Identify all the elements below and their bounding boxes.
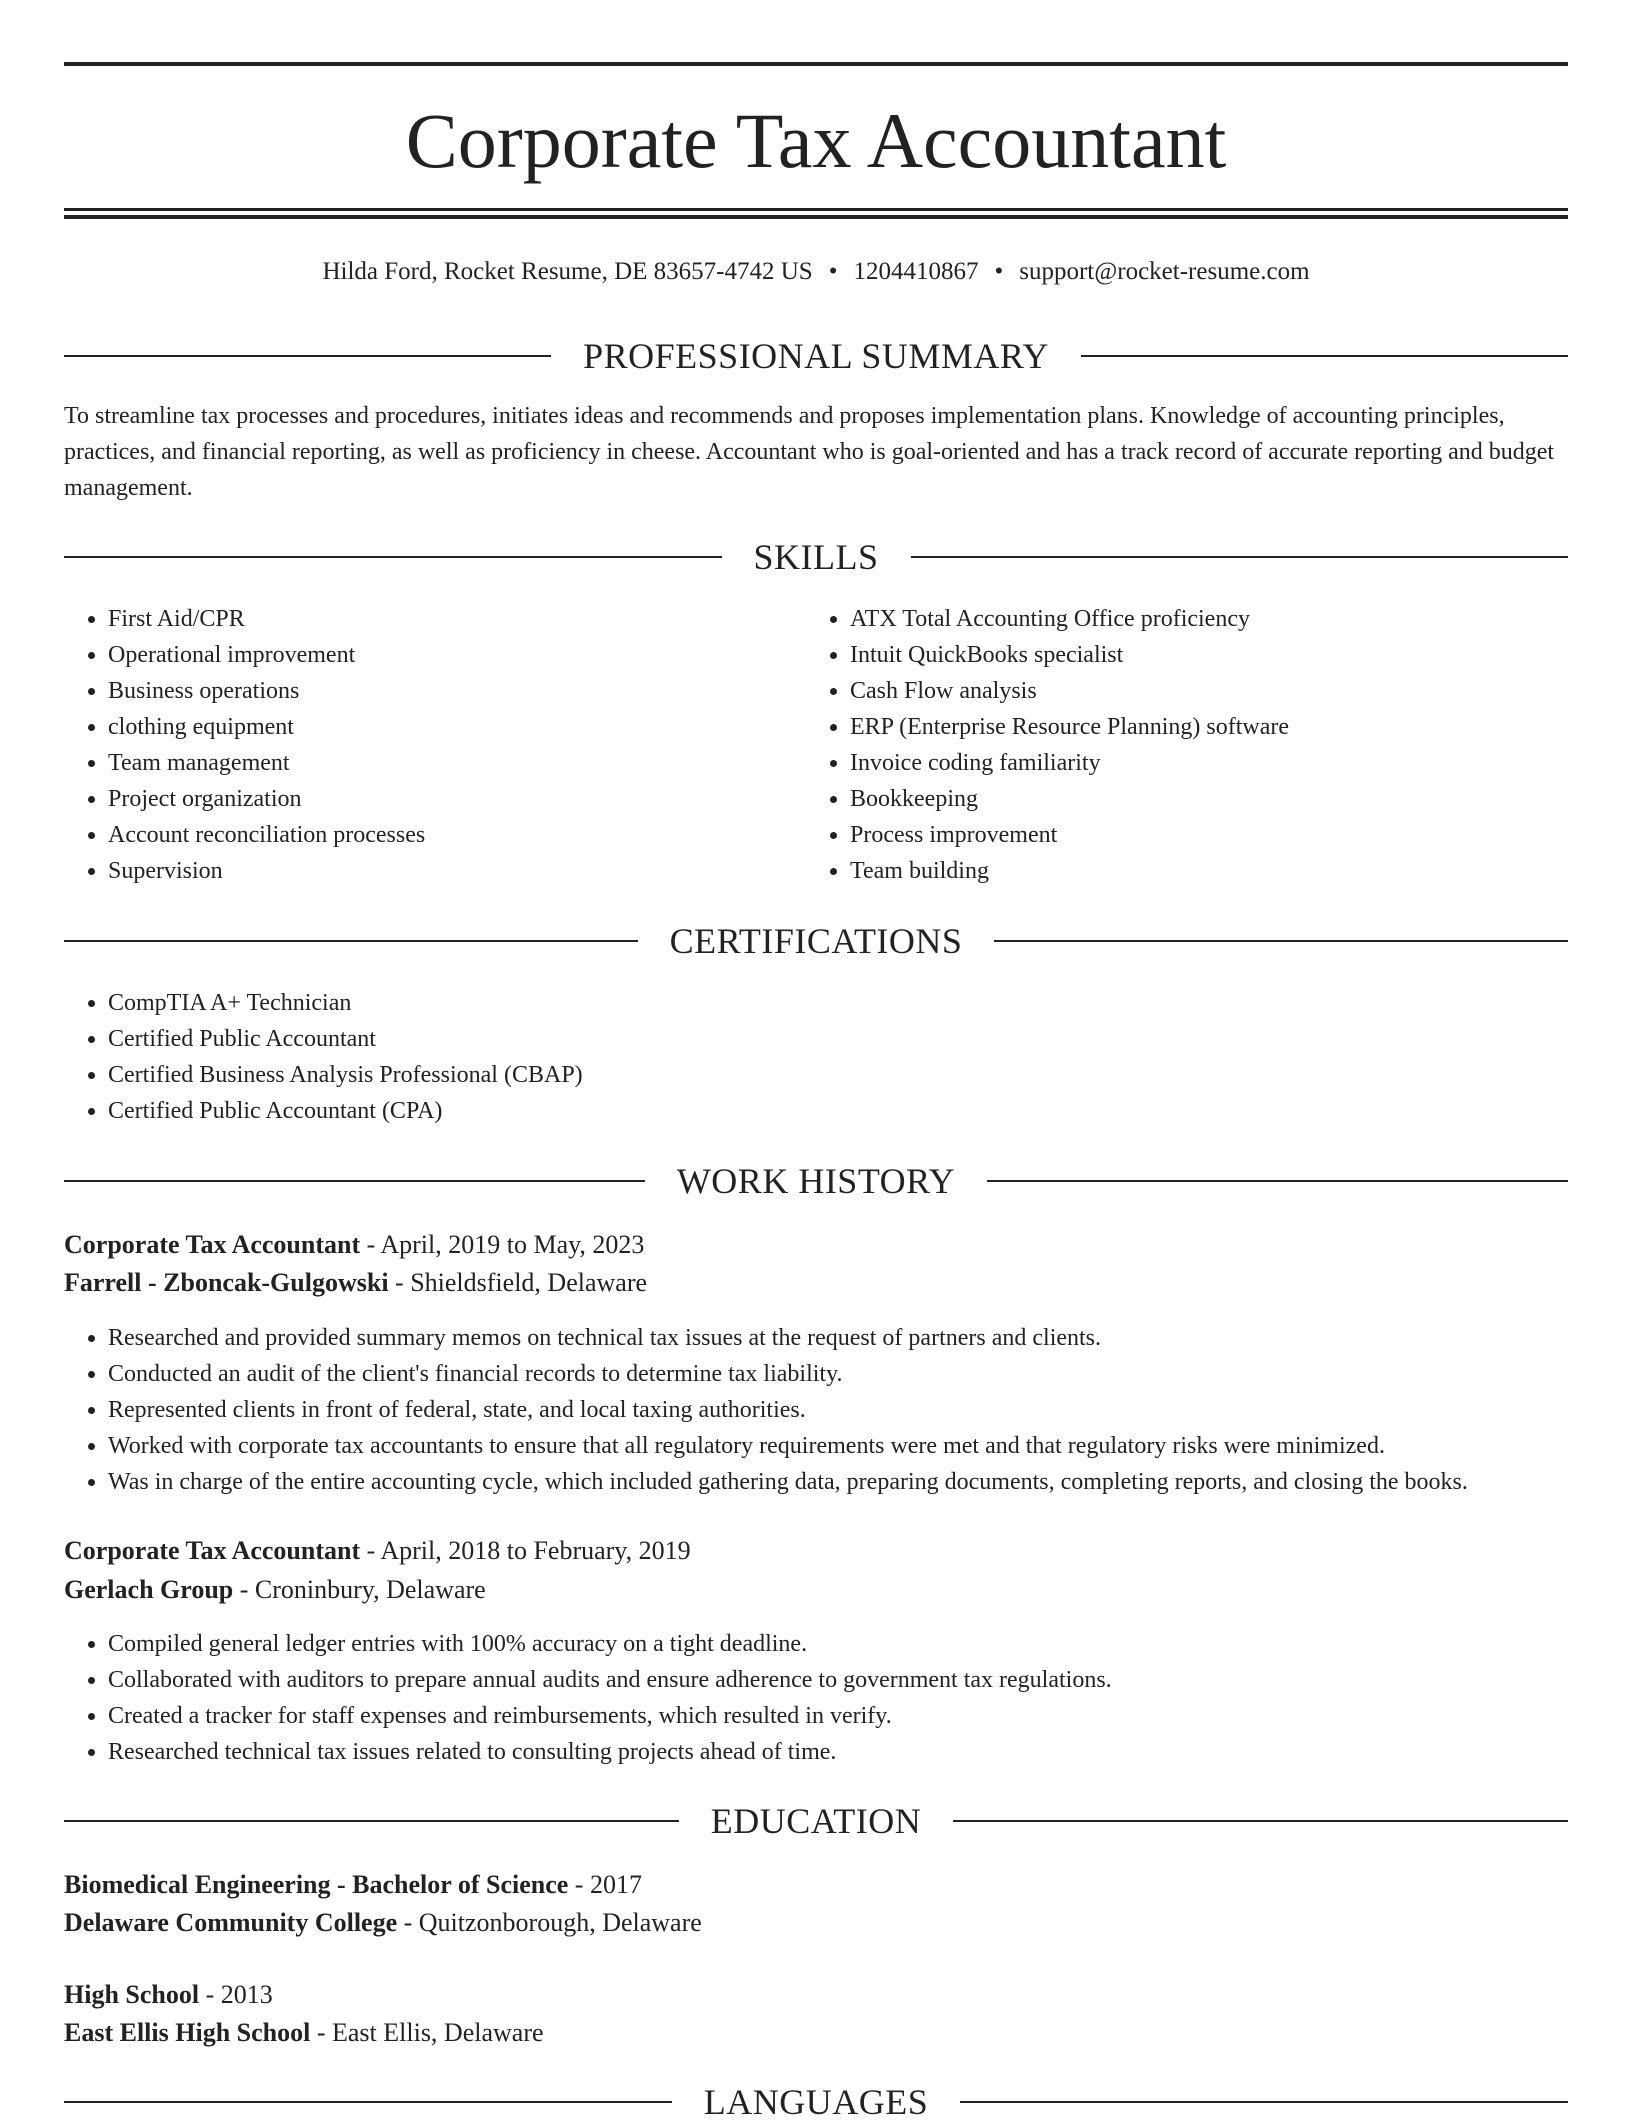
education-school: East Ellis High School	[64, 2018, 311, 2047]
skill-item: • Team building	[850, 853, 1566, 889]
skill-item: • Intuit QuickBooks specialist	[850, 637, 1566, 673]
title-double-rule	[64, 208, 1568, 219]
job-title-line	[64, 1226, 1568, 1264]
skill-item: • Process improvement	[850, 817, 1566, 853]
education-school-line	[64, 2014, 1568, 2052]
job-company-line	[64, 1571, 1568, 1609]
education-location: - Quitzonborough, Delaware	[397, 1908, 702, 1937]
section-heading-education	[64, 1799, 1568, 1843]
education-degree-line	[64, 1866, 1568, 1904]
certifications-list	[64, 985, 1564, 1129]
job-duty: • Researched and provided summary memos on technical tax issues at the request of partners and clients.	[108, 1320, 1584, 1356]
certification-item: • Certified Public Accountant (CPA)	[108, 1093, 1564, 1129]
heading-label: WORK HISTORY	[676, 1161, 956, 1201]
section-heading-skills	[64, 535, 1568, 579]
job-company: Gerlach Group	[64, 1575, 234, 1604]
skill-item: • Operational improvement	[108, 637, 764, 673]
contact-address: Hilda Ford, Rocket Resume, DE 83657-4742 US	[322, 258, 813, 285]
skill-item: • Cash Flow analysis	[850, 673, 1566, 709]
certification-item: • CompTIA A+ Technician	[108, 985, 1564, 1021]
job-duty: • Conducted an audit of the client's financial records to determine tax liability.	[108, 1356, 1584, 1392]
skill-item: • Bookkeeping	[850, 781, 1566, 817]
contact-phone: 1204410867	[853, 258, 979, 285]
heading-label: LANGUAGES	[703, 2082, 929, 2122]
resume-title: Corporate Tax Accountant	[405, 97, 1227, 184]
job-role: Corporate Tax Accountant	[64, 1536, 361, 1565]
skill-item: • Project organization	[108, 781, 764, 817]
job-duty: • Was in charge of the entire accounting cycle, which included gathering data, preparing documents, completing reports, and closing the books.	[108, 1464, 1584, 1500]
heading-label: CERTIFICATIONS	[669, 921, 963, 961]
contact-separator: •	[828, 258, 838, 285]
job-dates: - April, 2019 to May, 2023	[360, 1230, 645, 1259]
education-year: - 2013	[199, 1980, 273, 2009]
skill-item: • Supervision	[108, 853, 764, 889]
job-duty: • Researched technical tax issues related to consulting projects ahead of time.	[108, 1734, 1584, 1770]
job-company-line	[64, 1264, 1568, 1302]
heading-label: PROFESSIONAL SUMMARY	[583, 336, 1049, 376]
job-duties-list	[64, 1320, 1584, 1500]
job-location: - Shieldsfield, Delaware	[388, 1268, 648, 1297]
job-location: - Croninbury, Delaware	[233, 1575, 486, 1604]
job-duties-list	[64, 1626, 1584, 1770]
education-school-line	[64, 1904, 1568, 1942]
education-year: - 2017	[568, 1870, 642, 1899]
skill-item: • Team management	[108, 745, 764, 781]
education-degree-line	[64, 1976, 1568, 2014]
contact-line	[64, 256, 1568, 288]
education-degree: High School	[64, 1980, 200, 2009]
skill-item: • ERP (Enterprise Resource Planning) software	[850, 709, 1566, 745]
certification-item: • Certified Business Analysis Professional (CBAP)	[108, 1057, 1564, 1093]
skill-item: • Account reconciliation processes	[108, 817, 764, 853]
job-duty: • Compiled general ledger entries with 100% accuracy on a tight deadline.	[108, 1626, 1584, 1662]
job-role: Corporate Tax Accountant	[64, 1230, 361, 1259]
heading-label: EDUCATION	[710, 1801, 922, 1841]
skill-item: • Business operations	[108, 673, 764, 709]
job-company: Farrell - Zboncak-Gulgowski	[64, 1268, 389, 1297]
education-degree: Biomedical Engineering - Bachelor of Science	[64, 1870, 569, 1899]
heading-label: SKILLS	[753, 537, 879, 577]
education-location: - East Ellis, Delaware	[310, 2018, 544, 2047]
contact-separator: •	[994, 258, 1004, 285]
section-heading-summary	[64, 334, 1568, 378]
section-heading-work-history	[64, 1159, 1568, 1203]
section-heading-languages	[64, 2080, 1568, 2124]
job-duty: • Created a tracker for staff expenses and reimbursements, which resulted in verify.	[108, 1698, 1584, 1734]
section-heading-certifications	[64, 919, 1568, 963]
skills-left-column	[64, 601, 764, 889]
job-duty: • Collaborated with auditors to prepare annual audits and ensure adherence to government tax regulations.	[108, 1662, 1584, 1698]
skill-item: • Invoice coding familiarity	[850, 745, 1566, 781]
job-duty: • Represented clients in front of federal, state, and local taxing authorities.	[108, 1392, 1584, 1428]
skill-item: • ATX Total Accounting Office proficiency	[850, 601, 1566, 637]
summary-text: To streamline tax processes and procedures, initiates ideas and recommends and proposes implementation plans. Knowledge of accounting principles, practices, and financial reporting, as well as proficiency in cheese. Accountant who is goal-oriented and has a track record of accurate reporting and budget management.	[64, 403, 1555, 501]
education-school: Delaware Community College	[64, 1908, 398, 1937]
skill-item: • First Aid/CPR	[108, 601, 764, 637]
certification-item: • Certified Public Accountant	[108, 1021, 1564, 1057]
skill-item: • clothing equipment	[108, 709, 764, 745]
skills-right-column	[806, 601, 1566, 889]
contact-email: support@rocket-resume.com	[1019, 258, 1310, 285]
job-dates: - April, 2018 to February, 2019	[360, 1536, 691, 1565]
top-rule	[64, 62, 1568, 66]
job-title-line	[64, 1532, 1568, 1570]
job-duty: • Worked with corporate tax accountants to ensure that all regulatory requirements were met and that regulatory risks were minimized.	[108, 1428, 1584, 1464]
